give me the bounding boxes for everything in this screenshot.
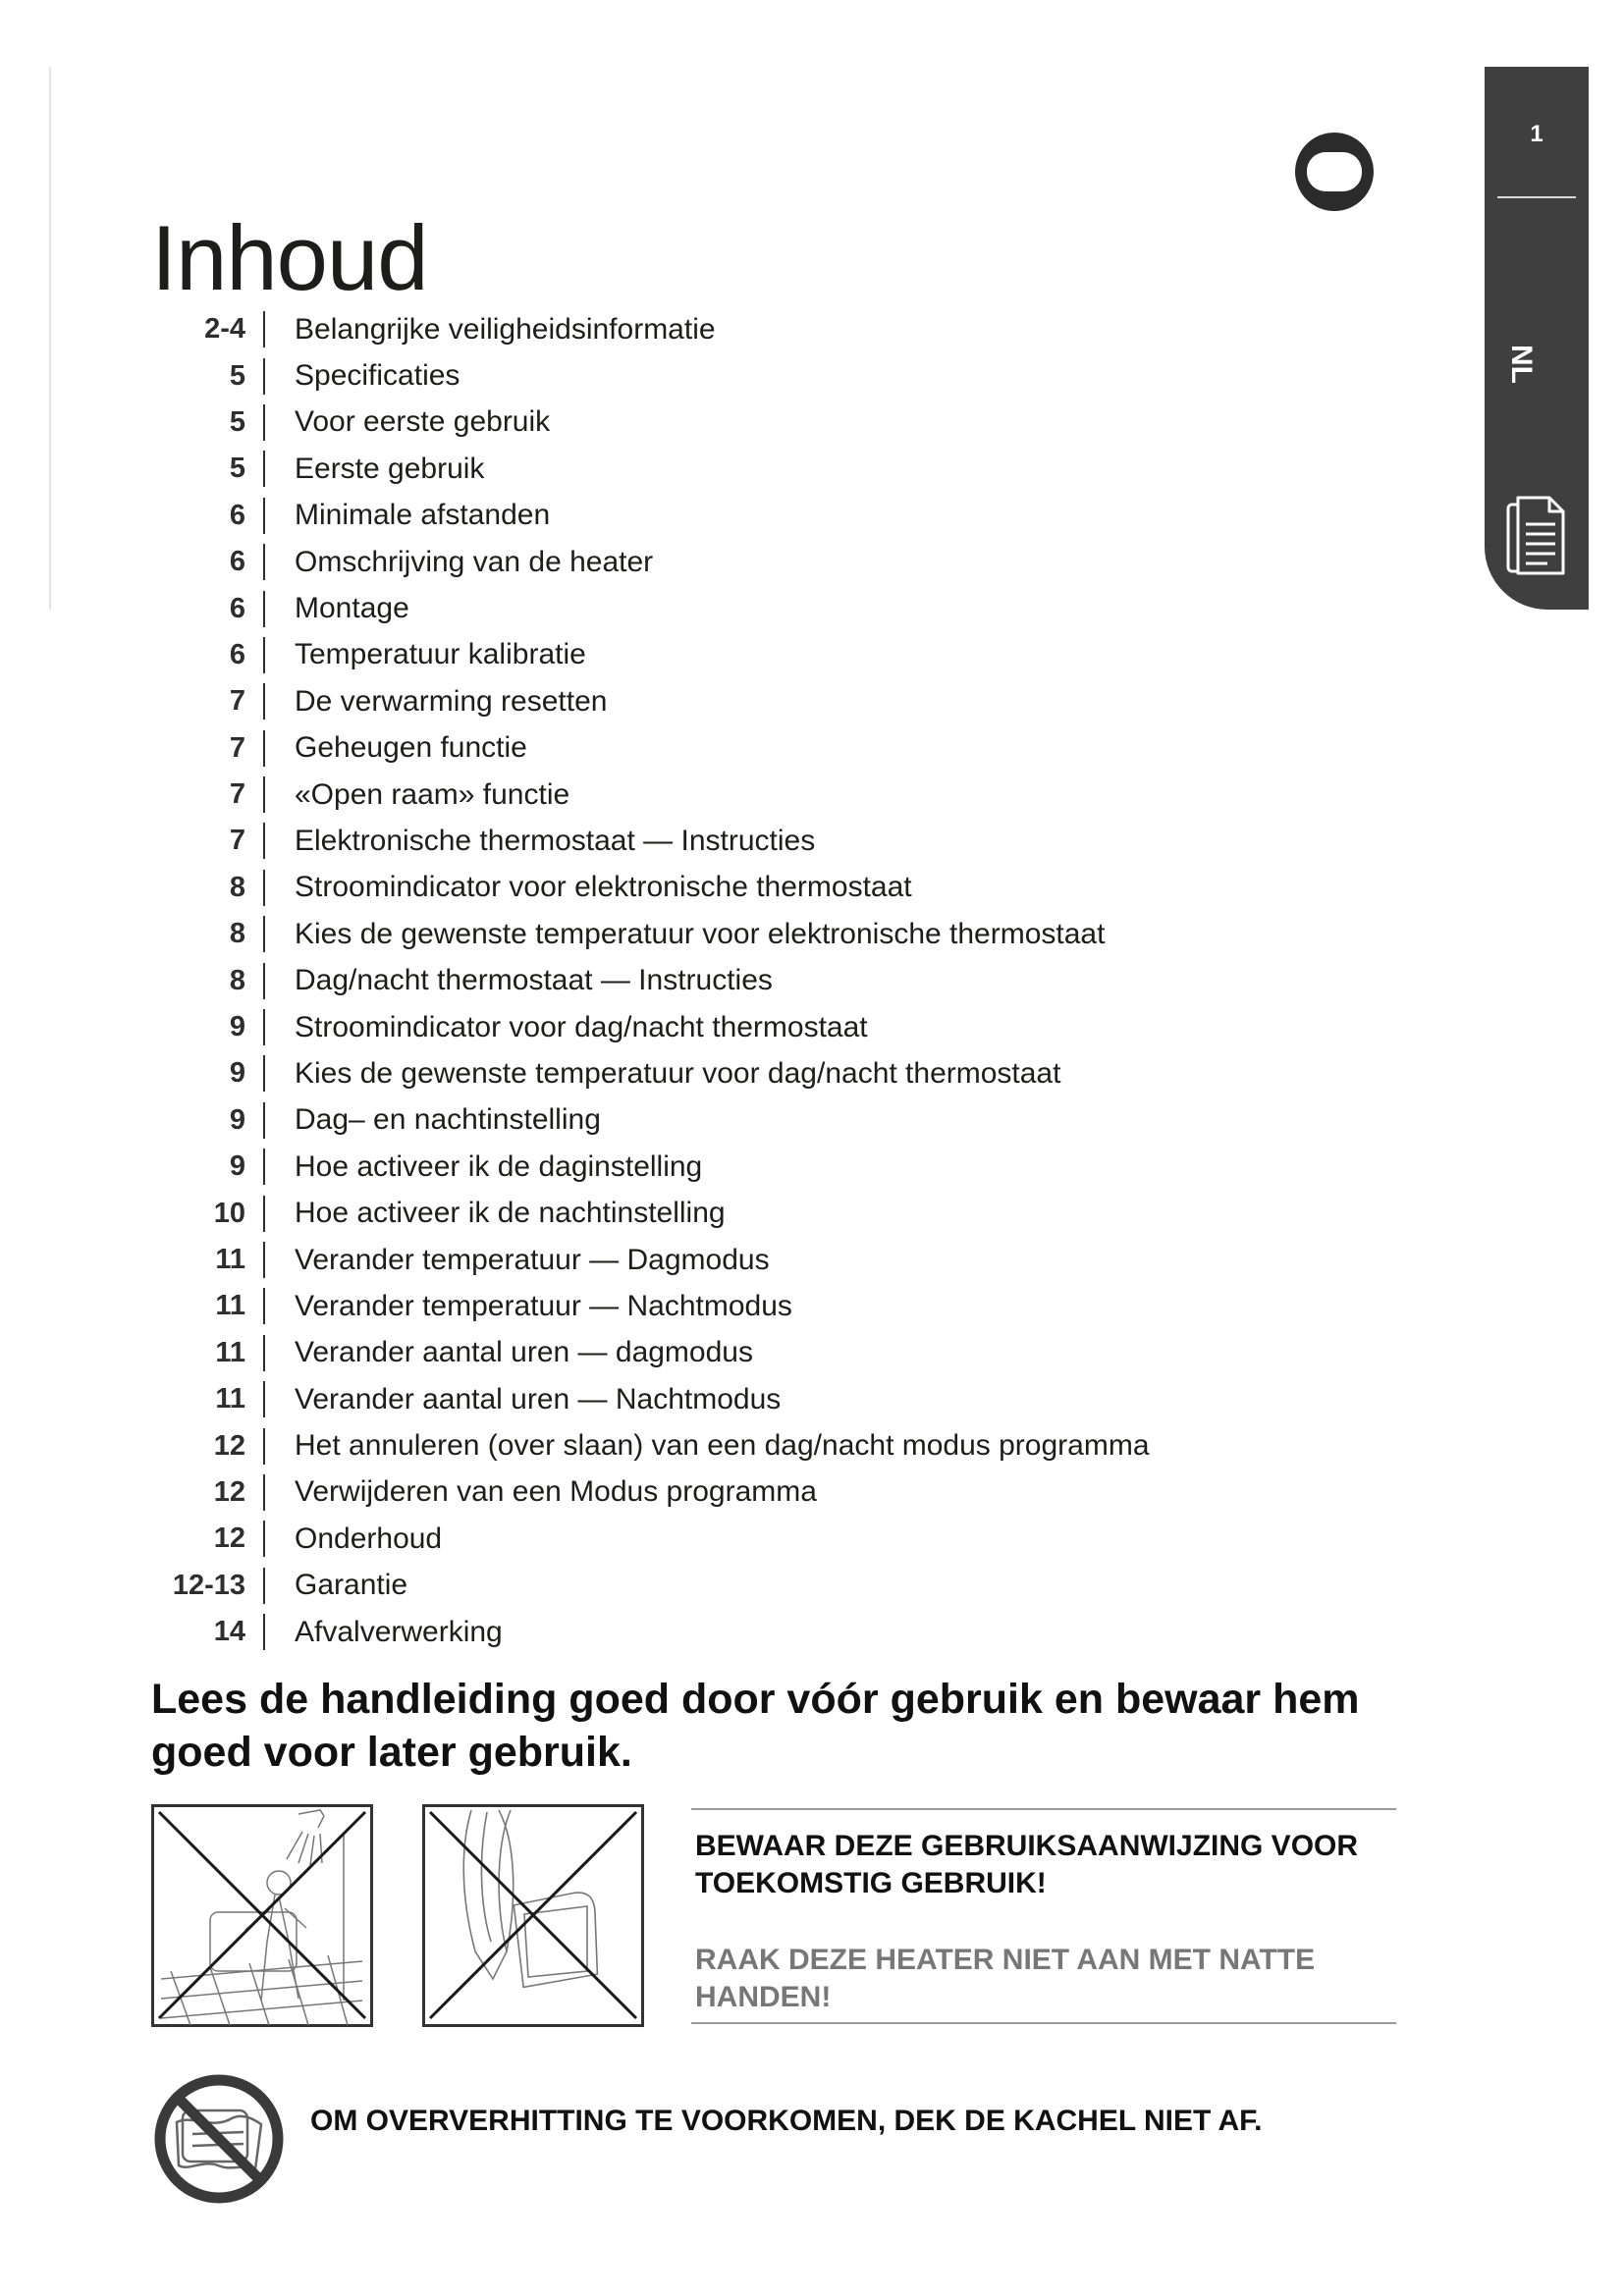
toc-entry xyxy=(147,725,1150,772)
toc-separator xyxy=(263,1196,265,1232)
toc-page-number: 5 xyxy=(229,359,245,392)
toc-entry-label: Specificaties xyxy=(295,359,460,393)
toc-entry xyxy=(147,632,1150,678)
toc-page-number: 9 xyxy=(229,1057,245,1090)
chapter-side-tab xyxy=(1485,67,1589,610)
toc-separator xyxy=(263,1148,265,1185)
toc-entry-label: Omschrijving van de heater xyxy=(295,545,654,578)
toc-page-number: 6 xyxy=(229,546,245,578)
toc-separator xyxy=(263,451,265,487)
toc-entry-label: Onderhoud xyxy=(295,1522,443,1555)
toc-page-number: 11 xyxy=(215,1244,245,1275)
toc-entry-label: Hoe activeer ik de daginstelling xyxy=(295,1149,703,1183)
no-drying-clothes-icon xyxy=(422,1804,644,2027)
toc-entry xyxy=(147,539,1150,585)
toc-separator xyxy=(263,823,265,859)
toc-separator xyxy=(263,544,265,580)
toc-page-number: 6 xyxy=(229,638,245,670)
toc-entry xyxy=(147,957,1150,1003)
do-not-cover-icon xyxy=(153,2073,285,2205)
page-title: Inhoud xyxy=(151,206,428,309)
toc-separator xyxy=(263,1242,265,1278)
toc-separator xyxy=(263,776,265,813)
toc-entry xyxy=(147,1376,1150,1422)
toc-entry-label: Afvalverwerking xyxy=(295,1615,503,1648)
toc-page-number: 11 xyxy=(215,1383,245,1415)
wet-hands-notice: RAAK DEZE HEATER NIET AAN MET NATTE HANDEN! xyxy=(695,1944,1316,2013)
brand-logo-icon xyxy=(1294,132,1375,212)
toc-entry-label: Voor eerste gebruik xyxy=(295,405,551,439)
toc-entry xyxy=(147,306,1150,352)
toc-entry-label: Elektronische thermostaat — Instructies xyxy=(295,824,816,857)
tab-divider xyxy=(1497,196,1576,198)
toc-page-number: 6 xyxy=(229,499,245,531)
toc-entry xyxy=(147,865,1150,911)
toc-separator xyxy=(263,1288,265,1324)
warning-notice-box xyxy=(691,1808,1396,2024)
toc-entry xyxy=(147,818,1150,864)
toc-entry xyxy=(147,1144,1150,1190)
toc-entry-label: Hoe activeer ik de nachtinstelling xyxy=(295,1197,726,1230)
toc-entry-label: «Open raam» functie xyxy=(295,777,570,811)
toc-entry-label: Verander temperatuur — Dagmodus xyxy=(295,1243,770,1276)
toc-page-number: 11 xyxy=(215,1290,245,1322)
toc-page-number: 9 xyxy=(229,1011,245,1043)
toc-entry xyxy=(147,446,1150,492)
toc-page-number: 12-13 xyxy=(172,1569,245,1601)
toc-separator xyxy=(263,1474,265,1511)
toc-entry xyxy=(147,1422,1150,1468)
toc-separator xyxy=(263,1614,265,1650)
toc-entry xyxy=(147,493,1150,539)
page-number: 1 xyxy=(1530,121,1543,147)
toc-entry xyxy=(147,1097,1150,1144)
toc-separator xyxy=(263,916,265,952)
toc-entry xyxy=(147,1330,1150,1376)
toc-page-number: 5 xyxy=(229,405,245,438)
toc-entry-label: Stroomindicator voor dag/nacht thermostaat xyxy=(295,1010,868,1043)
toc-page-number: 9 xyxy=(229,1150,245,1183)
toc-entry-label: Verander aantal uren — Nachtmodus xyxy=(295,1382,782,1415)
toc-page-number: 12 xyxy=(213,1475,245,1508)
toc-entry xyxy=(147,1050,1150,1096)
toc-entry-label: Verwijderen van een Modus programma xyxy=(295,1475,817,1509)
toc-separator xyxy=(263,683,265,720)
toc-page-number: 10 xyxy=(213,1197,245,1229)
toc-entry-label: Montage xyxy=(295,592,409,625)
toc-separator xyxy=(263,870,265,906)
document-icon xyxy=(1504,495,1567,579)
toc-separator xyxy=(263,1009,265,1045)
toc-separator xyxy=(263,963,265,999)
toc-entry-label: Verander aantal uren — dagmodus xyxy=(295,1336,753,1369)
toc-entry xyxy=(147,1609,1150,1655)
toc-page-number: 14 xyxy=(213,1616,245,1648)
toc-separator xyxy=(263,498,265,534)
toc-page-number: 8 xyxy=(229,964,245,996)
toc-entry xyxy=(147,678,1150,724)
toc-separator xyxy=(263,730,265,767)
toc-entry-label: Het annuleren (over slaan) van een dag/nacht modus programma xyxy=(295,1429,1150,1463)
toc-entry xyxy=(147,1004,1150,1050)
toc-separator xyxy=(263,1102,265,1139)
toc-page-number: 7 xyxy=(229,825,245,857)
toc-separator xyxy=(263,311,265,347)
toc-page-number: 2-4 xyxy=(204,313,245,346)
toc-entry-label: Dag– en nachtinstelling xyxy=(295,1103,601,1137)
toc-entry xyxy=(147,352,1150,399)
toc-entry xyxy=(147,1469,1150,1516)
toc-entry-label: Kies de gewenste temperatuur voor dag/nacht thermostaat xyxy=(295,1056,1061,1090)
toc-entry-label: Temperatuur kalibratie xyxy=(295,638,586,671)
toc-separator xyxy=(263,1335,265,1371)
toc-separator xyxy=(263,637,265,673)
toc-page-number: 8 xyxy=(229,871,245,903)
toc-entry xyxy=(147,585,1150,631)
language-label: NL xyxy=(1505,345,1538,384)
toc-entry-label: Belangrijke veiligheidsinformatie xyxy=(295,312,716,346)
no-bathroom-use-icon xyxy=(151,1804,373,2027)
toc-page-number: 5 xyxy=(229,453,245,485)
toc-entry-label: Verander temperatuur — Nachtmodus xyxy=(295,1289,792,1322)
table-of-contents xyxy=(147,306,1150,1655)
margin-rule xyxy=(49,67,51,610)
toc-separator xyxy=(263,1381,265,1417)
toc-page-number: 7 xyxy=(229,685,245,718)
toc-separator xyxy=(263,1568,265,1604)
toc-entry-label: Geheugen functie xyxy=(295,731,527,765)
toc-page-number: 7 xyxy=(229,731,245,764)
keep-manual-notice: BEWAAR DEZE GEBRUIKSAANWIJZING VOOR TOEKOMSTIG GEBRUIK! xyxy=(695,1830,1359,1899)
toc-entry xyxy=(147,1563,1150,1609)
toc-entry-label: Stroomindicator voor elektronische thermostaat xyxy=(295,871,912,904)
toc-page-number: 8 xyxy=(229,918,245,950)
toc-entry xyxy=(147,1283,1150,1329)
toc-entry-label: Eerste gebruik xyxy=(295,452,485,485)
toc-entry xyxy=(147,1516,1150,1562)
toc-separator xyxy=(263,591,265,627)
toc-entry-label: Garantie xyxy=(295,1569,408,1602)
toc-page-number: 11 xyxy=(215,1336,245,1368)
toc-entry-label: Dag/nacht thermostaat — Instructies xyxy=(295,964,773,997)
toc-entry-label: Kies de gewenste temperatuur voor elektronische thermostaat xyxy=(295,917,1106,950)
toc-separator xyxy=(263,404,265,441)
toc-entry xyxy=(147,400,1150,446)
toc-entry xyxy=(147,1190,1150,1236)
toc-page-number: 6 xyxy=(229,592,245,624)
toc-entry-label: De verwarming resetten xyxy=(295,684,608,718)
toc-page-number: 9 xyxy=(229,1103,245,1136)
toc-separator xyxy=(263,1521,265,1557)
toc-separator xyxy=(263,1428,265,1465)
toc-entry xyxy=(147,1237,1150,1283)
toc-page-number: 7 xyxy=(229,778,245,811)
toc-page-number: 12 xyxy=(213,1429,245,1462)
do-not-cover-warning: OM OVERVERHITTING TE VOORKOMEN, DEK DE KACHEL NIET AF. xyxy=(310,2105,1263,2137)
read-manual-heading: Lees de handleiding goed door vóór gebruik en bewaar hem goed voor later gebruik. xyxy=(151,1676,1360,1776)
toc-separator xyxy=(263,358,265,395)
toc-entry xyxy=(147,911,1150,957)
toc-entry xyxy=(147,772,1150,818)
toc-entry-label: Minimale afstanden xyxy=(295,499,551,532)
toc-separator xyxy=(263,1055,265,1092)
toc-page-number: 12 xyxy=(213,1522,245,1555)
